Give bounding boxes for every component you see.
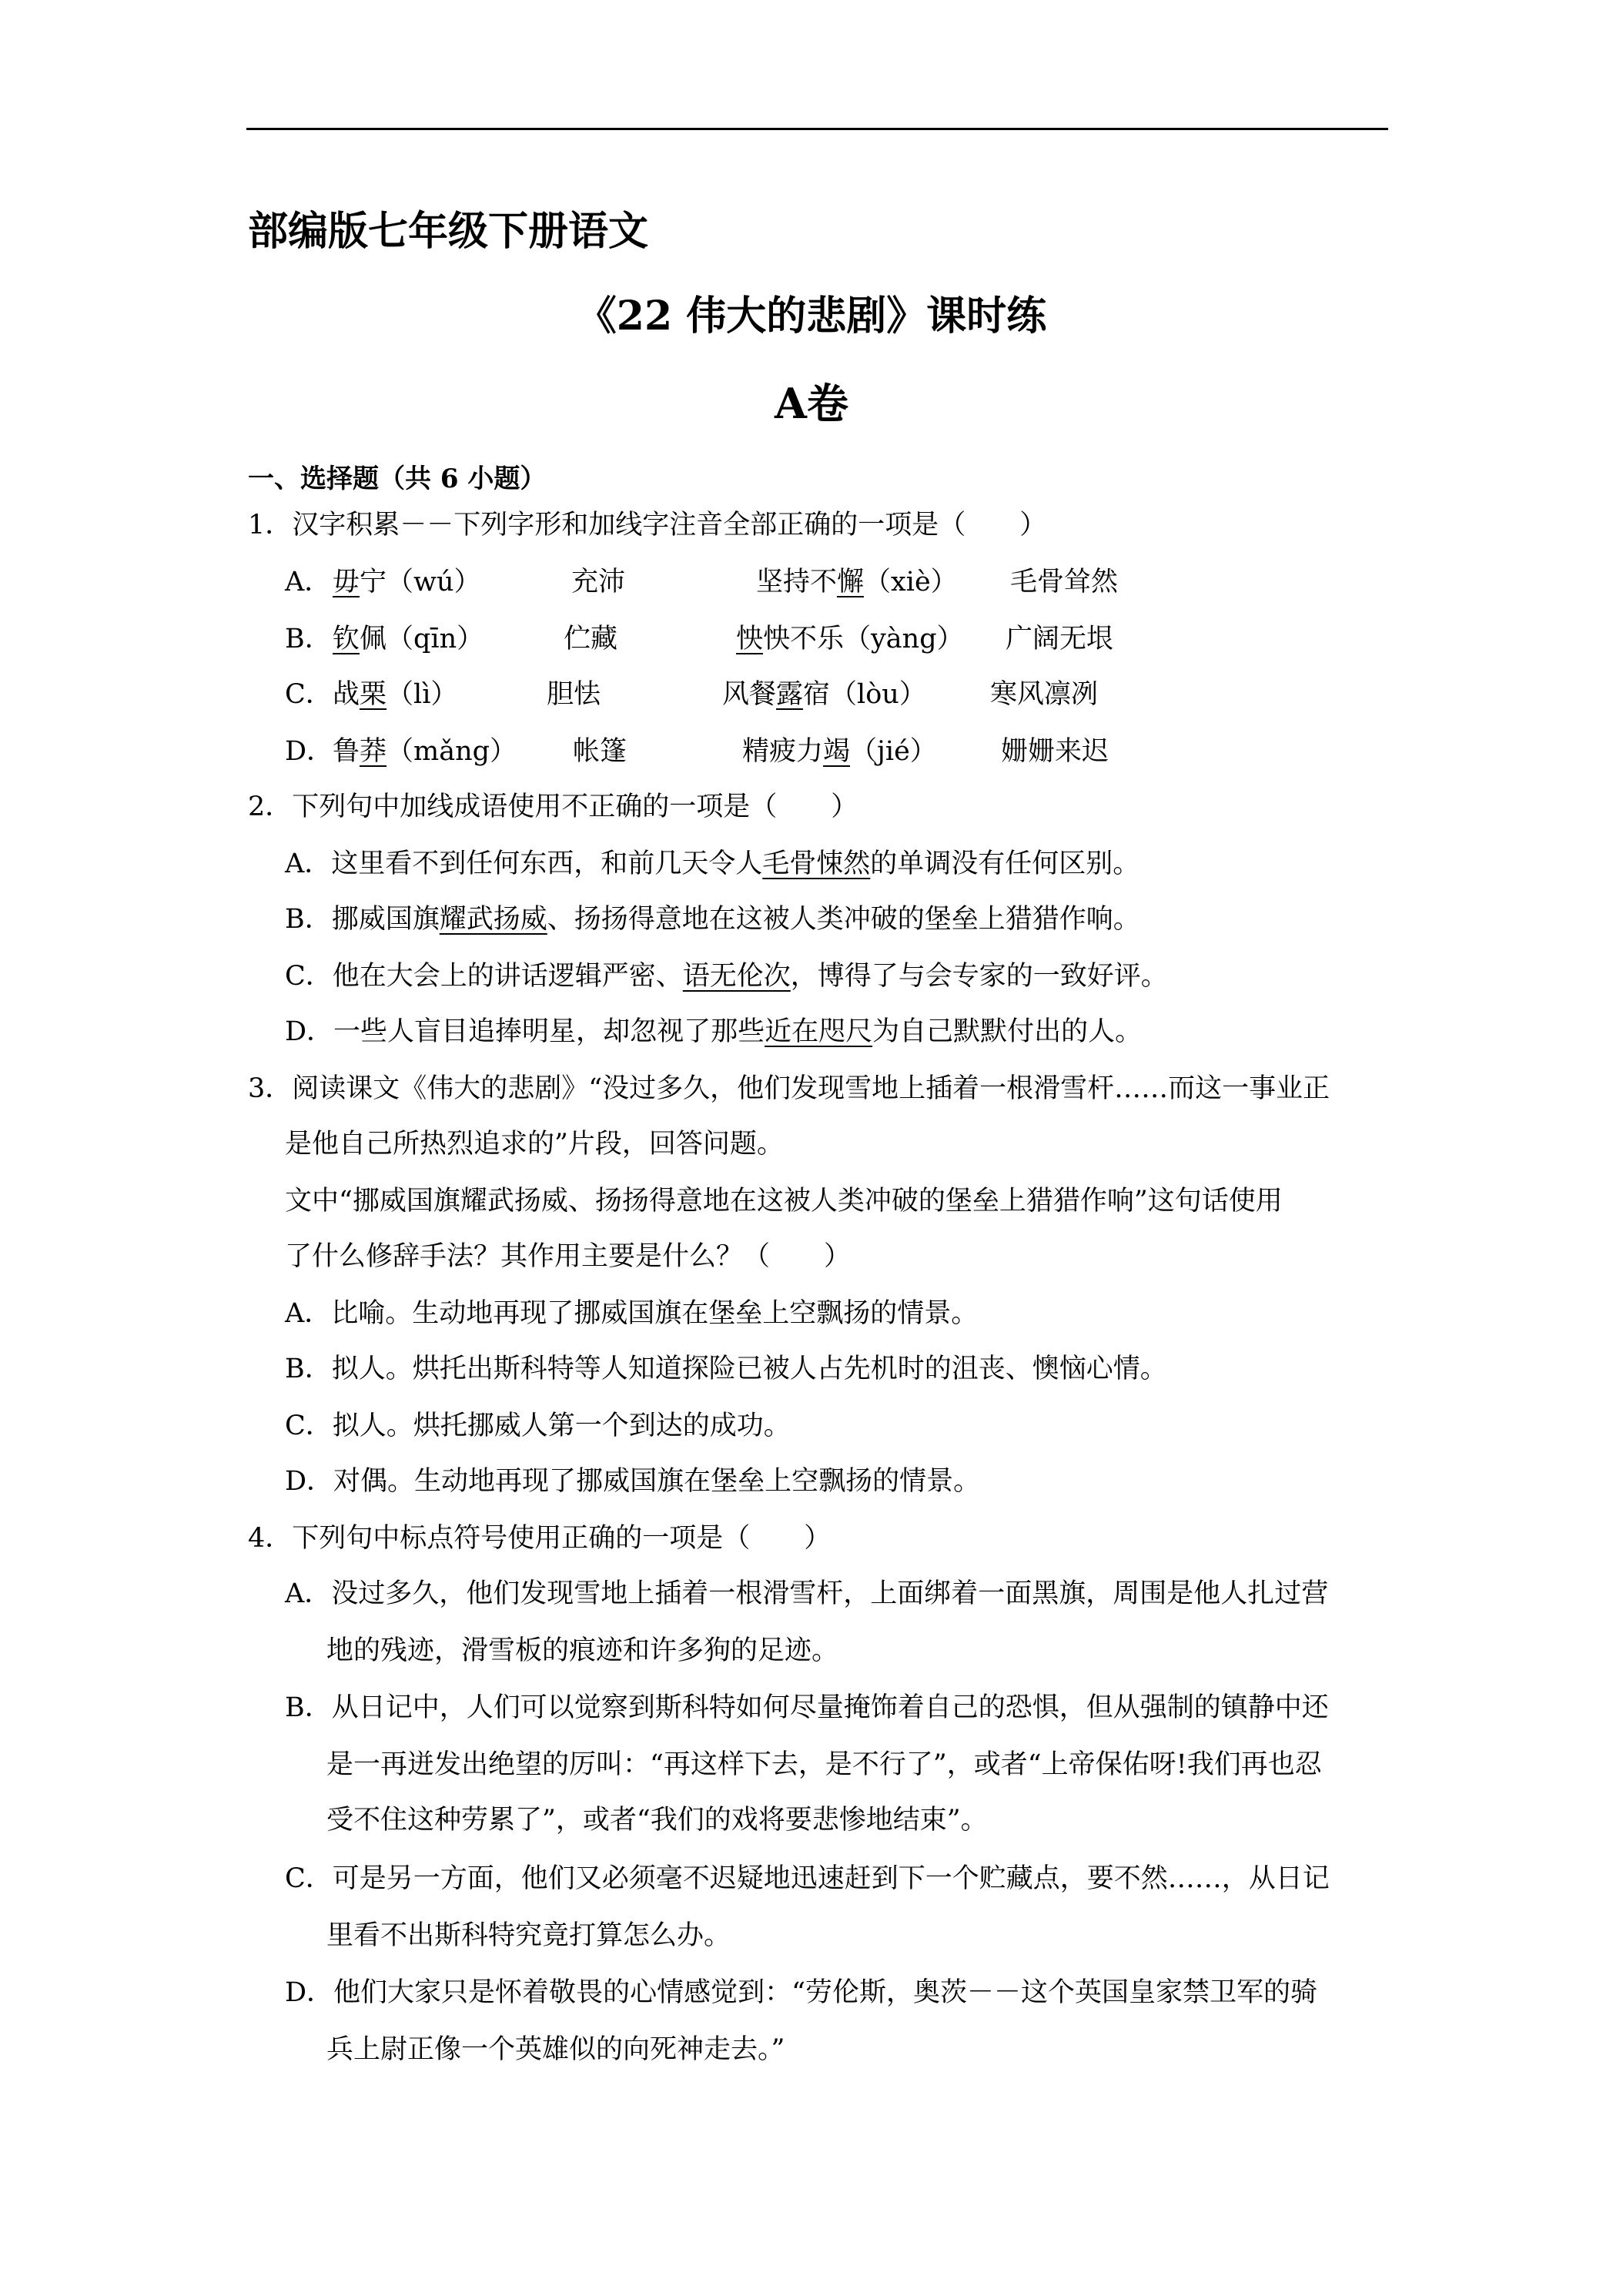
underlined-char: 怏	[736, 624, 764, 654]
q3-option-c: C．拟人。烘托挪威人第一个到达的成功。	[285, 1411, 791, 1441]
underlined-idiom: 近在咫尺	[765, 1016, 873, 1047]
q2-option-c: C．他在大会上的讲话逻辑严密、语无伦次，博得了与会专家的一致好评。	[285, 961, 1168, 992]
option-label: C．	[285, 679, 333, 710]
q3-option-d: D．对偶。生动地再现了挪威国旗在堡垒上空飘扬的情景。	[285, 1466, 981, 1497]
q1-option-b: B． 钦佩（qīn） 伫藏 怏怏不乐（yàng） 广阔无垠	[285, 624, 1114, 654]
header-rule	[246, 128, 1388, 130]
underlined-char: 露	[776, 679, 804, 710]
q4-option-b-line1: B．从日记中，人们可以觉察到斯科特如何尽量掩饰着自己的恐惧，但从强制的镇静中还	[285, 1692, 1329, 1723]
underlined-char: 莽	[360, 736, 387, 767]
doc-title: 部编版七年级下册语文	[248, 208, 649, 255]
q1-option-c: C． 战栗（lì） 胆怯 风餐露宿（lòu） 寒风凛冽	[285, 679, 1099, 710]
underlined-char: 毋	[333, 567, 360, 597]
q4-option-a-line1: A．没过多久，他们发现雪地上插着一根滑雪杆，上面绑着一面黑旗，周围是他人扎过营	[285, 1578, 1329, 1609]
q4-option-b-line2: 是一再迸发出绝望的厉叫：“再这样下去，是不行了”，或者“上帝保佑呀!我们再也忍	[326, 1749, 1322, 1780]
underlined-idiom: 语无伦次	[682, 961, 791, 992]
q1-stem: 1．汉字积累－－下列字形和加线字注音全部正确的一项是（ ）	[248, 510, 1047, 541]
q3-stem-line3: 文中“挪威国旗耀武扬威、扬扬得意地在这被人类冲破的堡垒上猎猎作响”这句话使用	[285, 1186, 1283, 1217]
q4-option-d-line1: D．他们大家只是怀着敬畏的心情感觉到：“劳伦斯，奥茨－－这个英国皇家禁卫军的骑	[285, 1977, 1317, 2008]
q4-option-d-line2: 兵上尉正像一个英雄似的向死神走去。”	[326, 2034, 785, 2065]
q3-stem-line1: 3．阅读课文《伟大的悲剧》“没过多久，他们发现雪地上插着一根滑雪杆……而这一事业正	[248, 1073, 1330, 1104]
q2-option-a: A．这里看不到任何东西，和前几天令人毛骨悚然的单调没有任何区别。	[285, 848, 1140, 879]
underlined-char: 钦	[333, 624, 360, 654]
underlined-char: 竭	[823, 736, 851, 767]
option-label: A．	[285, 567, 332, 597]
q3-option-a: A．比喻。生动地再现了挪威国旗在堡垒上空飘扬的情景。	[285, 1298, 979, 1329]
doc-subtitle: 《22 伟大的悲剧》课时练	[576, 293, 1047, 340]
q4-option-b-line3: 受不住这种劳累了”，或者“我们的戏将要悲惨地结束”。	[326, 1805, 988, 1836]
q2-option-d: D．一些人盲目追捧明星，却忽视了那些近在咫尺为自己默默付出的人。	[285, 1016, 1143, 1047]
option-label: B．	[285, 624, 332, 654]
underlined-idiom: 毛骨悚然	[762, 848, 871, 879]
doc-volume: A卷	[775, 379, 848, 428]
q3-option-b: B．拟人。烘托出斯科特等人知道探险已被人占先机时的沮丧、懊恼心情。	[285, 1354, 1167, 1384]
q3-stem-line2: 是他自己所热烈追求的”片段，回答问题。	[285, 1129, 784, 1160]
underlined-char: 懈	[837, 567, 865, 597]
q2-stem: 2．下列句中加线成语使用不正确的一项是（ ）	[248, 792, 858, 822]
q4-option-a-line2: 地的残迹，滑雪板的痕迹和许多狗的足迹。	[326, 1635, 839, 1666]
option-label: D．	[285, 736, 334, 767]
q2-option-b: B．挪威国旗耀武扬威、扬扬得意地在这被人类冲破的堡垒上猎猎作响。	[285, 904, 1140, 935]
q1-option-d: D． 鲁莽（mǎng） 帐篷 精疲力竭（jié） 姗姗来迟	[285, 736, 1109, 767]
q3-stem-line4: 了什么修辞手法？其作用主要是什么？（ ）	[285, 1241, 852, 1272]
q1-option-a: A． 毋宁（wú） 充沛 坚持不懈（xiè） 毛骨耸然	[285, 567, 1119, 597]
section-heading: 一、选择题（共 6 小题）	[248, 464, 547, 494]
q4-stem: 4．下列句中标点符号使用正确的一项是（ ）	[248, 1523, 832, 1554]
underlined-idiom: 耀武扬威	[439, 904, 547, 935]
q4-option-c-line2: 里看不出斯科特究竟打算怎么办。	[326, 1920, 731, 1951]
q4-option-c-line1: C．可是另一方面，他们又必须毫不迟疑地迅速赶到下一个贮藏点，要不然……，从日记	[285, 1863, 1330, 1894]
underlined-char: 栗	[360, 679, 387, 710]
